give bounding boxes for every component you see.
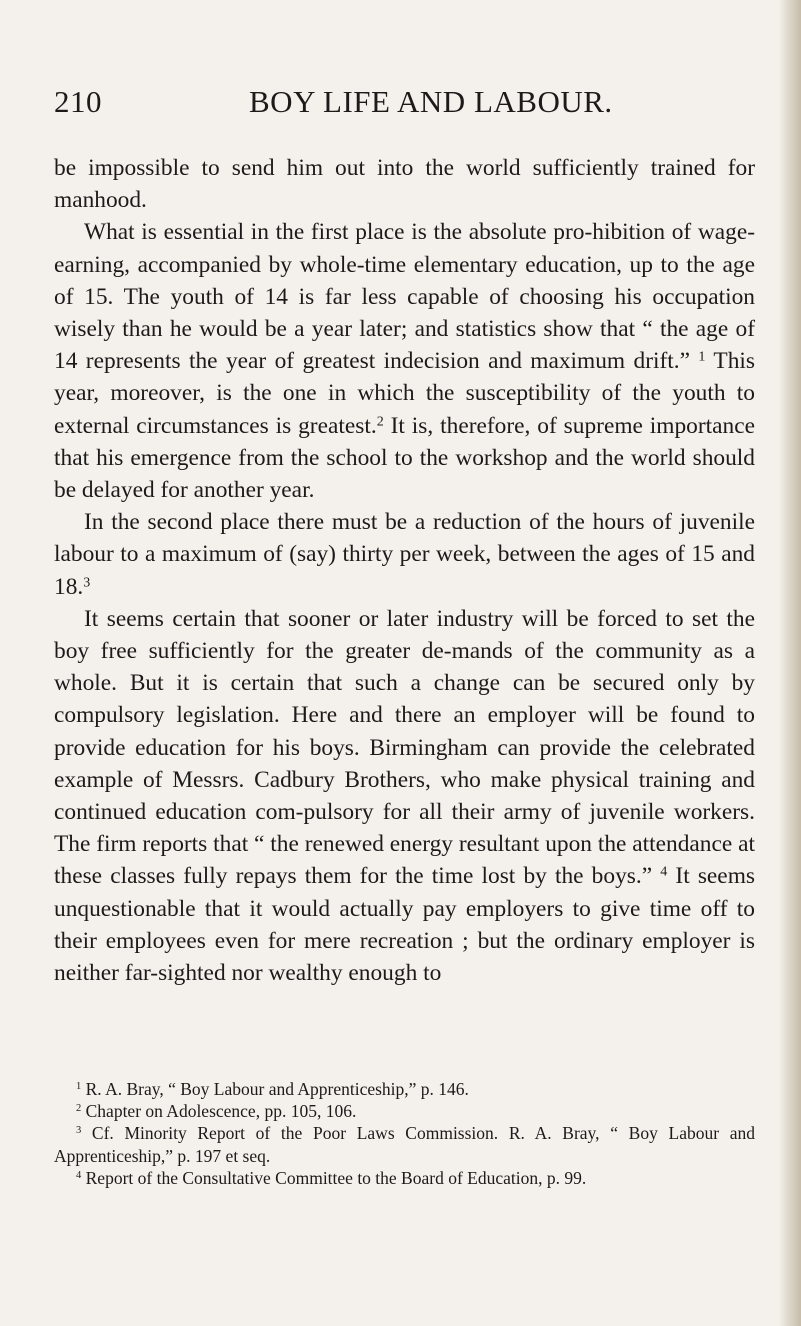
- paragraph-3-text: In the second place there must be a reduction of the hours of juvenile labour to a maximum of (say) thirty per week, between the ages of 15 and 18.: [54, 509, 755, 600]
- paragraph-4: [54, 603, 755, 989]
- running-title: BOY LIFE AND LABOUR.: [249, 84, 613, 119]
- paragraph-4-text-b: It seems unquestionable that it would actually pay employers to give time off to their employees even for mere recreation ; but the ordinary employer is neither far-sighted nor wealthy enough to: [54, 863, 755, 987]
- page-number: 210: [54, 84, 102, 119]
- paragraph-1: [54, 152, 755, 216]
- footnotes: [54, 1078, 755, 1189]
- footnote-2-text: Chapter on Adolescence, pp. 105, 106.: [81, 1101, 357, 1122]
- footnote-marker-3: 3: [76, 1125, 82, 1137]
- paragraph-3: [54, 506, 755, 603]
- footnote-4-text: Report of the Consultative Committee to the Board of Education, p. 99.: [81, 1167, 587, 1188]
- paragraph-1-text: be impossible to send him out into the world sufficiently trained for manhood.: [54, 155, 755, 214]
- paragraph-2: [54, 216, 755, 506]
- footnote-1-text: R. A. Bray, “ Boy Labour and Apprenticeship,” p. 146.: [81, 1079, 469, 1099]
- footnote-1: [54, 1078, 755, 1100]
- footnote-ref-3: 3: [83, 573, 91, 590]
- footnote-marker-2: 2: [76, 1103, 82, 1115]
- footnote-3-text: Cf. Minority Report of the Poor Laws Commission. R. A. Bray, “ Boy Labour and Apprenticeship,” p. 197 et seq.: [54, 1123, 755, 1166]
- footnote-ref-4: 4: [660, 863, 668, 880]
- paragraph-2-text: What is essential in the first place is the absolute pro-hibition of wage-earning, accompanied by whole-time elementary education, up to the age of 15. The youth of 14 is far less capable of choosing his occupation wisely than he would be a year later; and statistics show that “ the age of 14 represents the year of greatest indecision and maximum drift.”: [54, 219, 755, 375]
- paragraph-2-text-c: It is, therefore, of supreme importance that his emergence from the school to the workshop and the world should be delayed for another year.: [54, 412, 756, 504]
- footnote-ref-2: 2: [376, 412, 384, 429]
- page-edge-shadow: [779, 0, 801, 1326]
- footnote-4: [54, 1167, 755, 1189]
- paragraph-4-text: It seems certain that sooner or later industry will be forced to set the boy free sufficiently for the greater de-mands of the community as a whole. But it is certain that such a change can be secured only by compulsory legislation. Here and there an employer will be found to provide education for his boys. Birmingham can provide the celebrated example of Messrs. Cadbury Brothers, who make physical training and continued education com-pulsory for all their army of juvenile workers. The firm reports that “ the renewed energy resultant upon the attendance at these classes fully repays them for the time lost by the boys.”: [54, 605, 755, 890]
- footnote-ref-1: 1: [698, 348, 706, 365]
- paragraph-2-text-b: This year, moreover, is the one in which the susceptibility of the youth to external circumstances is greatest.: [54, 348, 755, 439]
- footnote-marker-4: 4: [76, 1170, 82, 1182]
- footnote-marker-1: 1: [76, 1081, 82, 1093]
- footnote-2: [54, 1100, 755, 1122]
- footnote-3: [54, 1122, 755, 1166]
- body-text: [54, 152, 755, 989]
